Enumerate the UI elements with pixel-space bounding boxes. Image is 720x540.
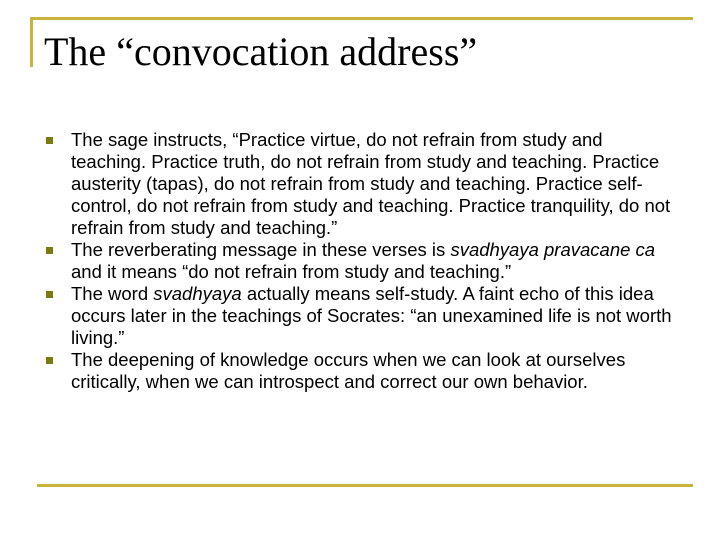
title-frame-left-rule	[30, 17, 33, 67]
bullet-text	[71, 129, 670, 238]
bullet-item	[40, 129, 680, 239]
bullet-text-segment: The deepening of knowledge occurs when we can look at ourselves critically, when we can introspect and correct our own behavior.	[71, 349, 626, 392]
bullet-text	[71, 239, 655, 282]
bullet-text-segment: The word	[71, 283, 154, 304]
title-frame-top-rule	[30, 17, 693, 20]
bullet-text	[71, 283, 672, 348]
square-bullet-icon	[46, 291, 53, 298]
bullet-text-italic-segment: svadhyaya	[153, 283, 242, 304]
slide-title: The “convocation address”	[44, 29, 478, 74]
bullet-item	[40, 349, 680, 393]
square-bullet-icon	[46, 247, 53, 254]
bullet-text-segment: The reverberating message in these verses is	[71, 239, 451, 260]
bullet-list	[40, 129, 680, 393]
bullet-item	[40, 283, 680, 349]
bottom-rule	[37, 484, 693, 487]
bullet-text-segment: and it means “do not refrain from study and teaching.”	[71, 261, 512, 282]
bullet-item	[40, 239, 680, 283]
square-bullet-icon	[46, 357, 53, 364]
bullet-text-italic-segment: svadhyaya pravacane ca	[450, 239, 656, 260]
square-bullet-icon	[46, 137, 53, 144]
bullet-text-segment: actually means self-study. A faint echo of this idea occurs later in the teachings of Socrates: “an unexamined life is not worth living.”	[71, 283, 672, 348]
bullet-text-segment: The sage instructs, “Practice virtue, do not refrain from study and teaching. Practice truth, do not refrain from study and teaching. Practice austerity (tapas), do not refrain from study and teaching. Practice self-control, do not refrain from study and teaching. Practice tranquility, do not refrain from study and teaching.”	[71, 129, 671, 238]
bullet-text	[71, 349, 625, 392]
